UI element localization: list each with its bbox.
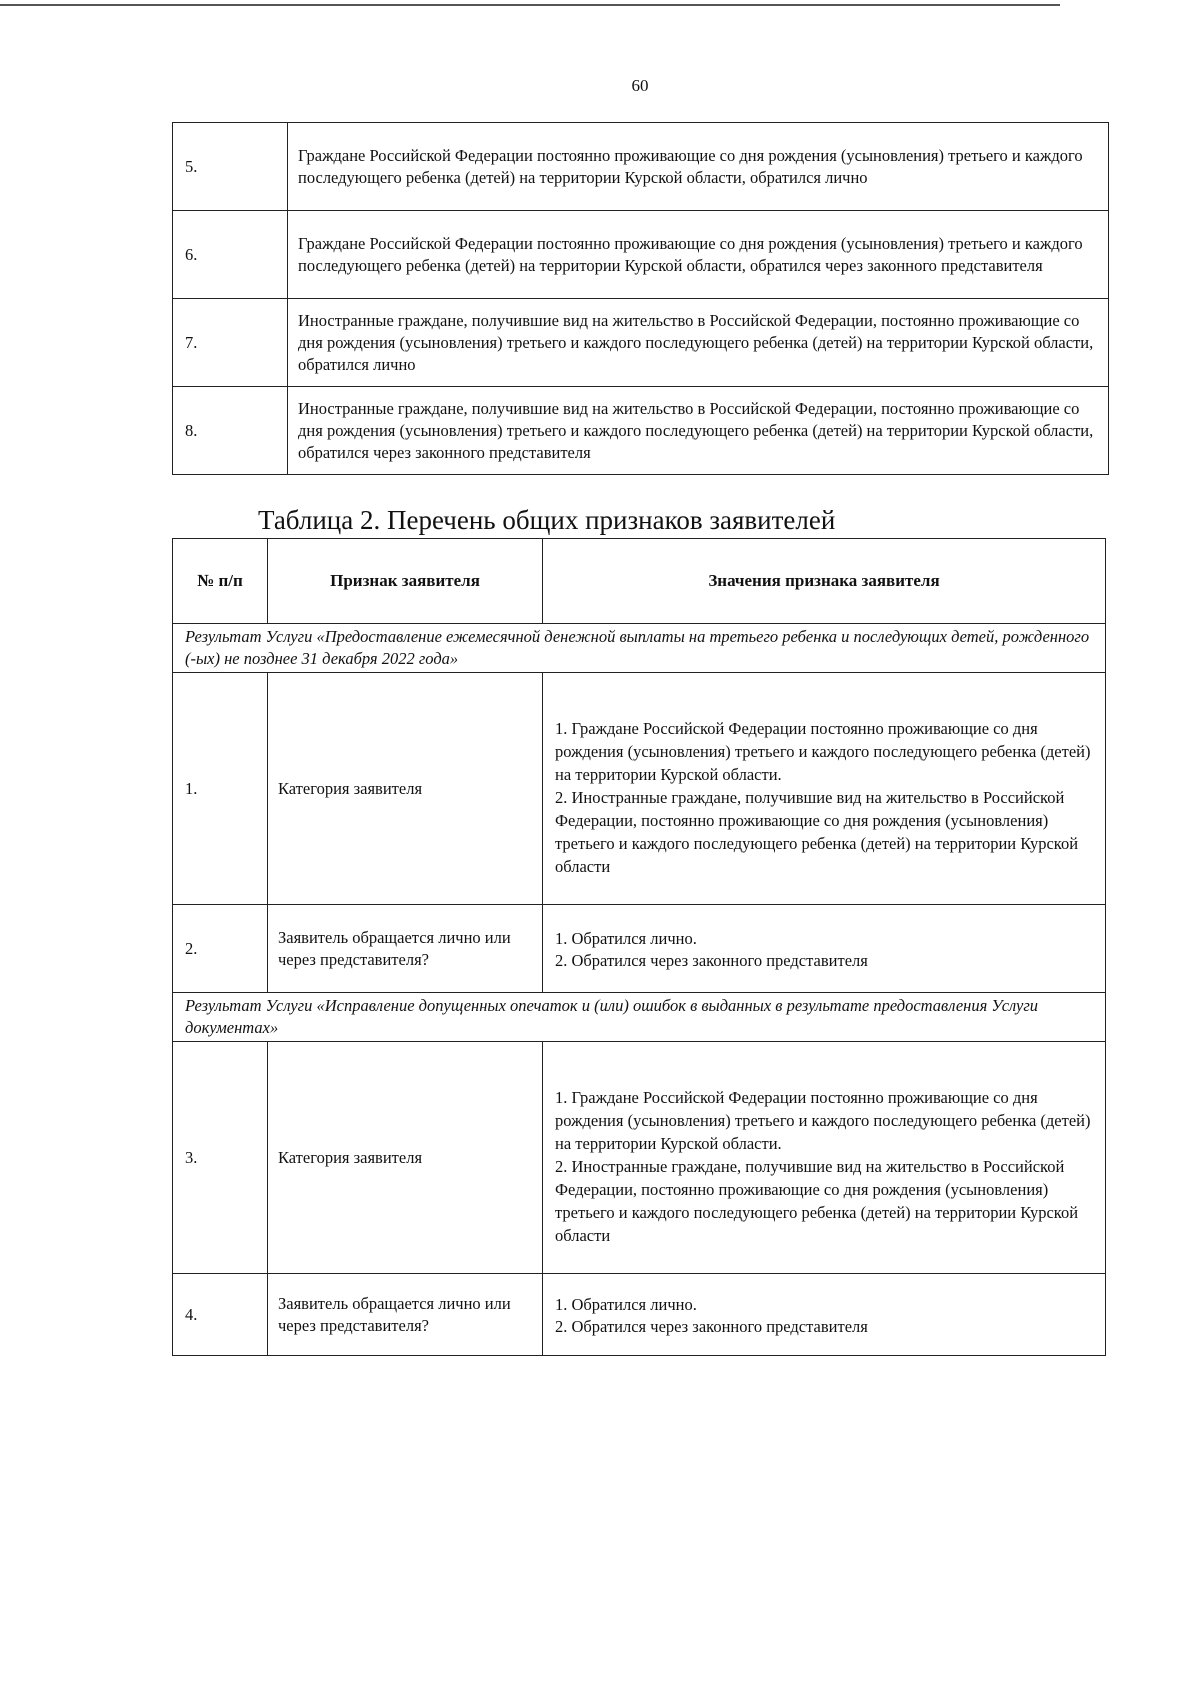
row-number: 5.	[173, 123, 288, 211]
applicant-signs-table	[172, 538, 1106, 1356]
row-values	[543, 673, 1106, 905]
row-sign: Категория заявителя	[268, 1042, 543, 1274]
row-values	[543, 905, 1106, 993]
row-values	[543, 1274, 1106, 1356]
value-item: 1. Граждане Российской Федерации постоянно проживающие со дня рождения (усыновления) третьего и каждого последующего ребенка (детей) на территории Курской области.	[555, 719, 1091, 784]
table-row	[173, 673, 1106, 905]
row-number: 8.	[173, 387, 288, 475]
row-sign: Категория заявителя	[268, 673, 543, 905]
table-row	[173, 299, 1109, 387]
table-row	[173, 1042, 1106, 1274]
value-item: 2. Иностранные граждане, получившие вид на жительство в Российской Федерации, постоянно проживающие со дня рождения (усыновления) третьего и каждого последующего ребенка (детей) на территории Курской области	[555, 1157, 1079, 1245]
section-row	[173, 993, 1106, 1042]
applicant-variants-table	[172, 122, 1109, 475]
row-number: 4.	[173, 1274, 268, 1356]
section-title: Результат Услуги «Исправление допущенных опечаток и (или) ошибок в выданных в результате предоставления Услуги документах»	[173, 993, 1106, 1042]
page-number: 60	[631, 76, 649, 95]
value-item: 1. Обратился лично.	[555, 928, 697, 948]
row-text: Граждане Российской Федерации постоянно проживающие со дня рождения (усыновления) третьего и каждого последующего ребенка (детей) на территории Курской области, обратился лично	[288, 123, 1109, 211]
value-item: 1. Обратился лично.	[555, 1294, 697, 1314]
value-item: 2. Обратился через законного представителя	[555, 950, 868, 970]
row-sign: Заявитель обращается лично или через представителя?	[268, 905, 543, 993]
row-number: 6.	[173, 211, 288, 299]
value-item: 2. Обратился через законного представителя	[555, 1316, 868, 1336]
table-row	[173, 387, 1109, 475]
row-number: 1.	[173, 673, 268, 905]
row-number: 2.	[173, 905, 268, 993]
table-row	[173, 905, 1106, 993]
table-header-row	[173, 539, 1106, 624]
top-rule	[0, 4, 1060, 6]
section-title: Результат Услуги «Предоставление ежемесячной денежной выплаты на третьего ребенка и последующих детей, рожденного (-ых) не позднее 31 декабря 2022 года»	[173, 624, 1106, 673]
row-sign: Заявитель обращается лично или через представителя?	[268, 1274, 543, 1356]
row-values	[543, 1042, 1106, 1274]
header-sign: Признак заявителя	[268, 539, 543, 624]
table-row	[173, 1274, 1106, 1356]
table-row	[173, 211, 1109, 299]
header-num: № п/п	[173, 539, 268, 624]
header-values: Значения признака заявителя	[543, 539, 1106, 624]
row-number: 3.	[173, 1042, 268, 1274]
row-text: Иностранные граждане, получившие вид на жительство в Российской Федерации, постоянно проживающие со дня рождения (усыновления) третьего и каждого последующего ребенка (детей) на территории Курской области, обратился через законного представителя	[288, 387, 1109, 475]
section-row	[173, 624, 1106, 673]
table-row	[173, 123, 1109, 211]
row-text: Иностранные граждане, получившие вид на жительство в Российской Федерации, постоянно проживающие со дня рождения (усыновления) третьего и каждого последующего ребенка (детей) на территории Курской области, обратился лично	[288, 299, 1109, 387]
value-item: 1. Граждане Российской Федерации постоянно проживающие со дня рождения (усыновления) третьего и каждого последующего ребенка (детей) на территории Курской области.	[555, 1088, 1091, 1153]
row-text: Граждане Российской Федерации постоянно проживающие со дня рождения (усыновления) третьего и каждого последующего ребенка (детей) на территории Курской области, обратился через законного представителя	[288, 211, 1109, 299]
value-item: 2. Иностранные граждане, получившие вид на жительство в Российской Федерации, постоянно проживающие со дня рождения (усыновления) третьего и каждого последующего ребенка (детей) на территории Курской области	[555, 788, 1079, 876]
table-title: Таблица 2. Перечень общих признаков заявителей	[258, 505, 836, 535]
row-number: 7.	[173, 299, 288, 387]
